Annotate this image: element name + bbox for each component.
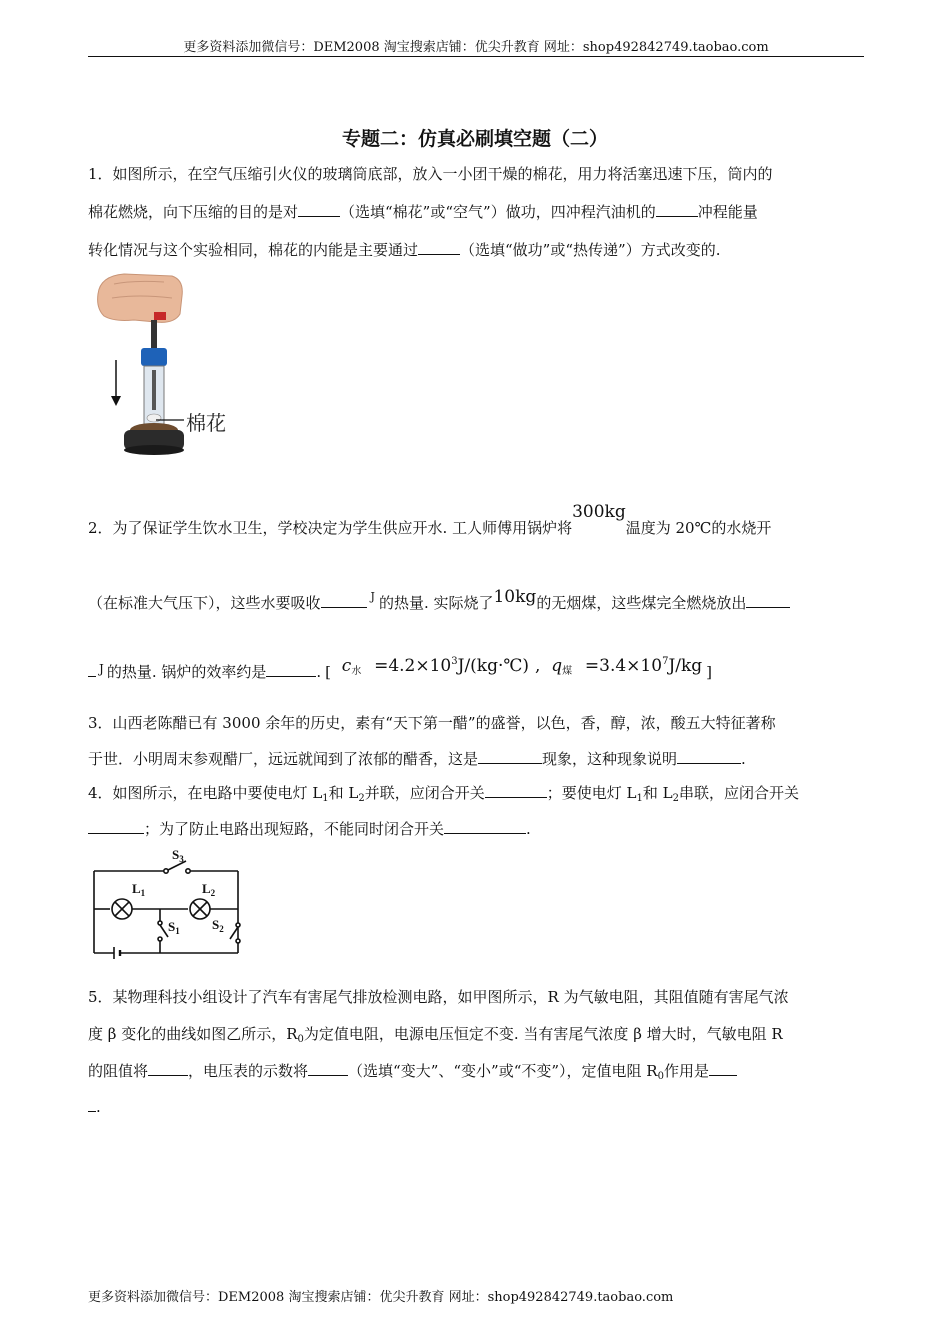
q1-line-1: 1．如图所示，在空气压缩引火仪的玻璃筒底部，放入一小团干燥的棉花，用力将活塞迅速下压，筒内的 — [88, 165, 773, 183]
q3-blank-2[interactable] — [677, 749, 741, 764]
q2-blank-2-cont — [88, 662, 96, 677]
q2-line-3: J 的热量. 锅炉的效率约是 . [ $c_水$ $=4.2\times 10^3J/(kg\cdot℃)$ , $q_煤 =3.4\times 10^7J/kg$ ] — [88, 655, 712, 677]
q2-blank-3[interactable] — [266, 662, 316, 677]
q4-blank-1[interactable] — [485, 783, 547, 798]
q5-line-3: 的阻值将 ，电压表的示数将 （选填“变大”、“变小”或“不变”），定值电阻 $R_0$作用是 — [88, 1060, 737, 1082]
q3-line-1: 3．山西老陈醋已有 3000 余年的历史，素有“天下第一醋”的盛誉，以色，香，醇，浓，酸五大特征著称 — [88, 714, 776, 732]
q1-blank-2[interactable] — [656, 202, 698, 217]
switch-s1 — [160, 925, 168, 937]
q1-line-2: 棉花燃烧，向下压缩的目的是对 （选填“棉花”或“空气”）做功，四冲程汽油机的 冲程能量 — [88, 203, 758, 221]
q5-blank-3-cont — [88, 1097, 96, 1112]
page-title: 专题二：仿真必刷填空题（二） — [341, 128, 608, 150]
svg-text:S2: $S_2$ — [212, 917, 224, 934]
q4-line-2: ；为了防止电路出现短路，不能同时闭合开关 . — [88, 818, 531, 839]
q2-blank-2[interactable] — [746, 593, 790, 608]
q4-blank-3[interactable] — [444, 819, 526, 834]
svg-text:L1: $L_1$ — [132, 881, 146, 898]
q5-blank-1[interactable] — [148, 1061, 188, 1076]
q1-blank-3[interactable] — [418, 240, 460, 255]
q4-blank-2[interactable] — [88, 819, 144, 834]
q5-line-2: 度 β 变化的曲线如图乙所示，$R_0$为定值电阻，电源电压恒定不变. 当有害尾气浓度 β 增大时，气敏电阻 R — [88, 1025, 783, 1045]
blue-cap — [141, 348, 167, 366]
q4-circuit-figure — [88, 845, 248, 965]
cotton-label: 棉花 — [186, 411, 226, 435]
q3-blank-1[interactable] — [478, 749, 542, 764]
switch-s2 — [230, 927, 238, 939]
q1-line-3: 转化情况与这个实验相同，棉花的内能是主要通过 （选填“做功”或“热传递”）方式改变的. — [88, 241, 721, 259]
svg-text:L2: $L_2$ — [202, 881, 216, 898]
header-rule — [88, 56, 864, 57]
q2-line-1: 2．为了保证学生饮水卫生，学校决定为学生供应开水. 工人师傅用锅炉将300kg温度为 20℃的水烧开 — [88, 502, 772, 537]
q5-line-1: 5．某物理科技小组设计了汽车有害尾气排放检测电路，如甲图所示，R 为气敏电阻，其阻值随有害尾气浓 — [88, 988, 789, 1006]
plunger-rod — [151, 320, 157, 350]
svg-text:S3: $S_3$ — [172, 847, 184, 864]
q1-figure-igniter — [94, 272, 244, 462]
page-footer: 更多资料添加微信号：DEM2008 淘宝搜索店铺：优尖升教育 网址：shop492842749.taobao.com — [88, 1290, 674, 1305]
q1-blank-1[interactable] — [298, 202, 340, 217]
q2-blank-1[interactable] — [321, 593, 367, 608]
svg-text:S1: $S_1$ — [168, 919, 180, 936]
q5-blank-2[interactable] — [308, 1061, 348, 1076]
q3-line-2: 于世．小明周末参观醋厂，远远就闻到了浓郁的醋香，这是 现象，这种现象说明 . — [88, 750, 746, 768]
q5-blank-3[interactable] — [709, 1061, 737, 1076]
q2-line-2: （在标准大气压下），这些水要吸收 J 的热量. 实际烧了10kg的无烟煤，这些煤完全燃烧放出 — [88, 586, 790, 607]
q5-line-4: . — [88, 1097, 101, 1116]
q4-line-1: 4．如图所示，在电路中要使电灯 $L_1$和 $L_2$并联，应闭合开关 ；要使电灯 $L_1$和 $L_2$串联，应闭合开关 — [88, 784, 800, 804]
page-header: 更多资料添加微信号：DEM2008 淘宝搜索店铺：优尖升教育 网址：shop492842749.taobao.com — [183, 40, 769, 55]
